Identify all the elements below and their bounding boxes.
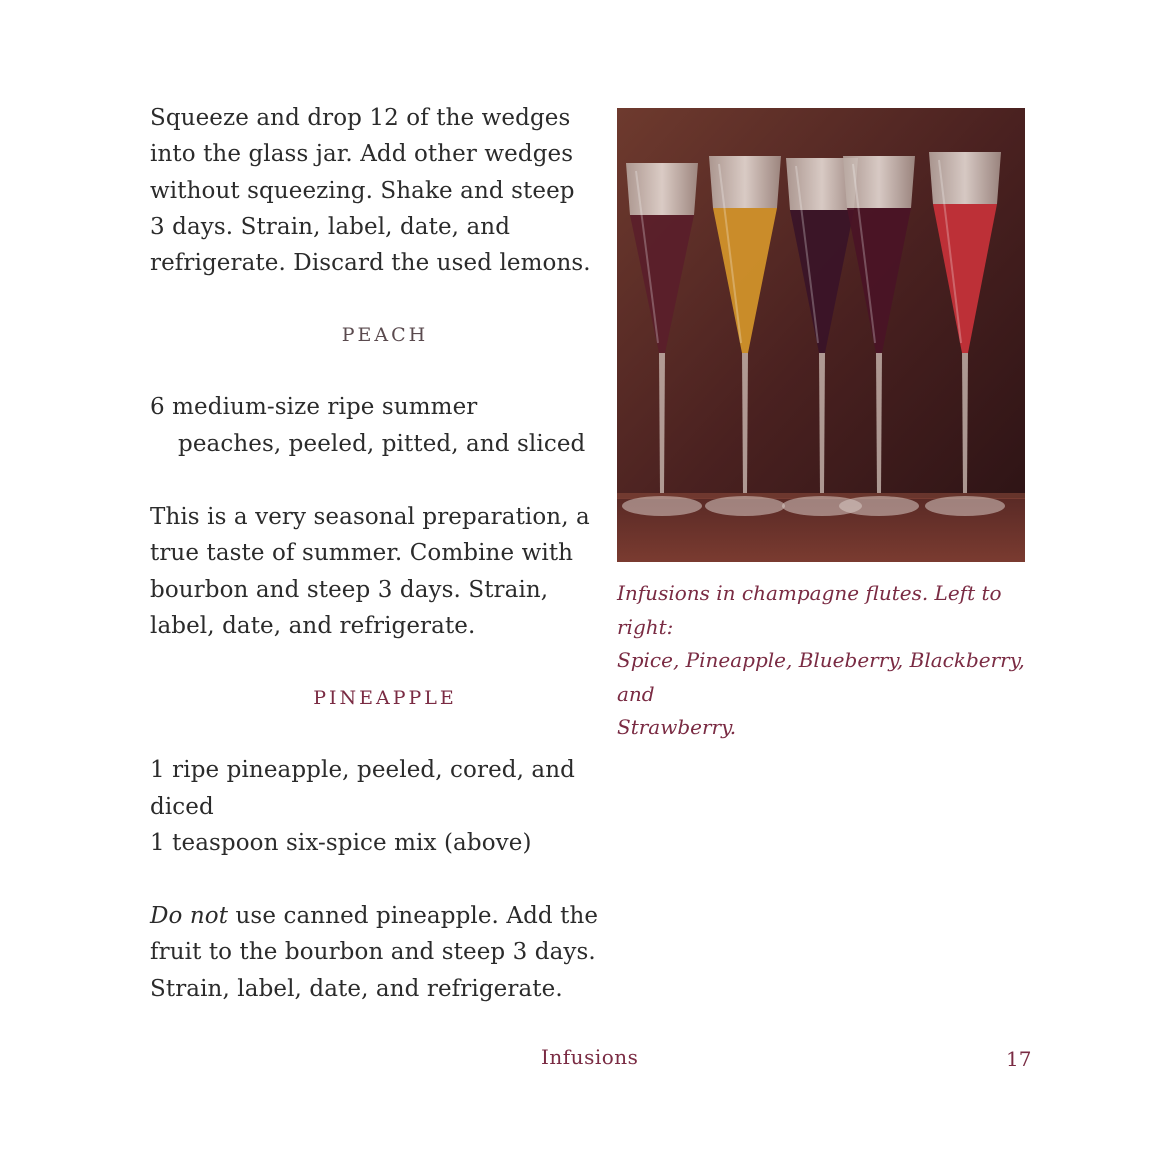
ingredient-line: 1 teaspoon six-spice mix (above) (150, 829, 532, 856)
peach-ingredients (150, 389, 620, 462)
champagne-flutes-image (617, 108, 1025, 562)
ingredient-line: 1 ripe pineapple, peeled, cored, and diced (150, 757, 575, 820)
text-line: true taste of summer. Combine with (150, 540, 574, 567)
text-line: fruit to the bourbon and steep 3 days. (150, 939, 596, 966)
main-text-column (150, 100, 620, 1007)
emphasis-text: Do not (150, 903, 229, 930)
pineapple-method-paragraph (150, 898, 620, 1007)
text-line: This is a very seasonal preparation, a (150, 504, 590, 531)
caption-line: Strawberry. (617, 715, 737, 739)
peach-method-paragraph (150, 499, 620, 644)
lemon-method-paragraph (150, 100, 620, 281)
text-line: Strain, label, date, and refrigerate. (150, 975, 563, 1002)
text-line: without squeezing. Shake and steep (150, 177, 575, 204)
text-line: into the glass jar. Add other wedges (150, 141, 574, 168)
page-number: 17 (1006, 1047, 1032, 1071)
text-line: label, date, and refrigerate. (150, 612, 476, 639)
caption-line: Spice, Pineapple, Blueberry, Blackberry, and (617, 648, 1025, 706)
text-line: 3 days. Strain, label, date, and (150, 213, 511, 240)
photo-caption (617, 577, 1037, 745)
ingredient-line-continued: peaches, peeled, pitted, and sliced (178, 430, 586, 457)
text-line: bourbon and steep 3 days. Strain, (150, 576, 549, 603)
infusions-photo (617, 108, 1025, 562)
text-line: Squeeze and drop 12 of the wedges (150, 105, 571, 131)
pineapple-ingredients (150, 752, 620, 861)
running-footer-section: Infusions (541, 1045, 639, 1069)
ingredient-line: 6 medium-size ripe summer (150, 394, 478, 421)
pineapple-heading: PINEAPPLE (313, 687, 457, 710)
text-line: refrigerate. Discard the used lemons. (150, 250, 591, 277)
caption-line: Infusions in champagne flutes. Left to right: (617, 581, 1002, 639)
peach-heading: PEACH (341, 324, 429, 347)
text-line: use canned pineapple. Add the (228, 903, 599, 930)
